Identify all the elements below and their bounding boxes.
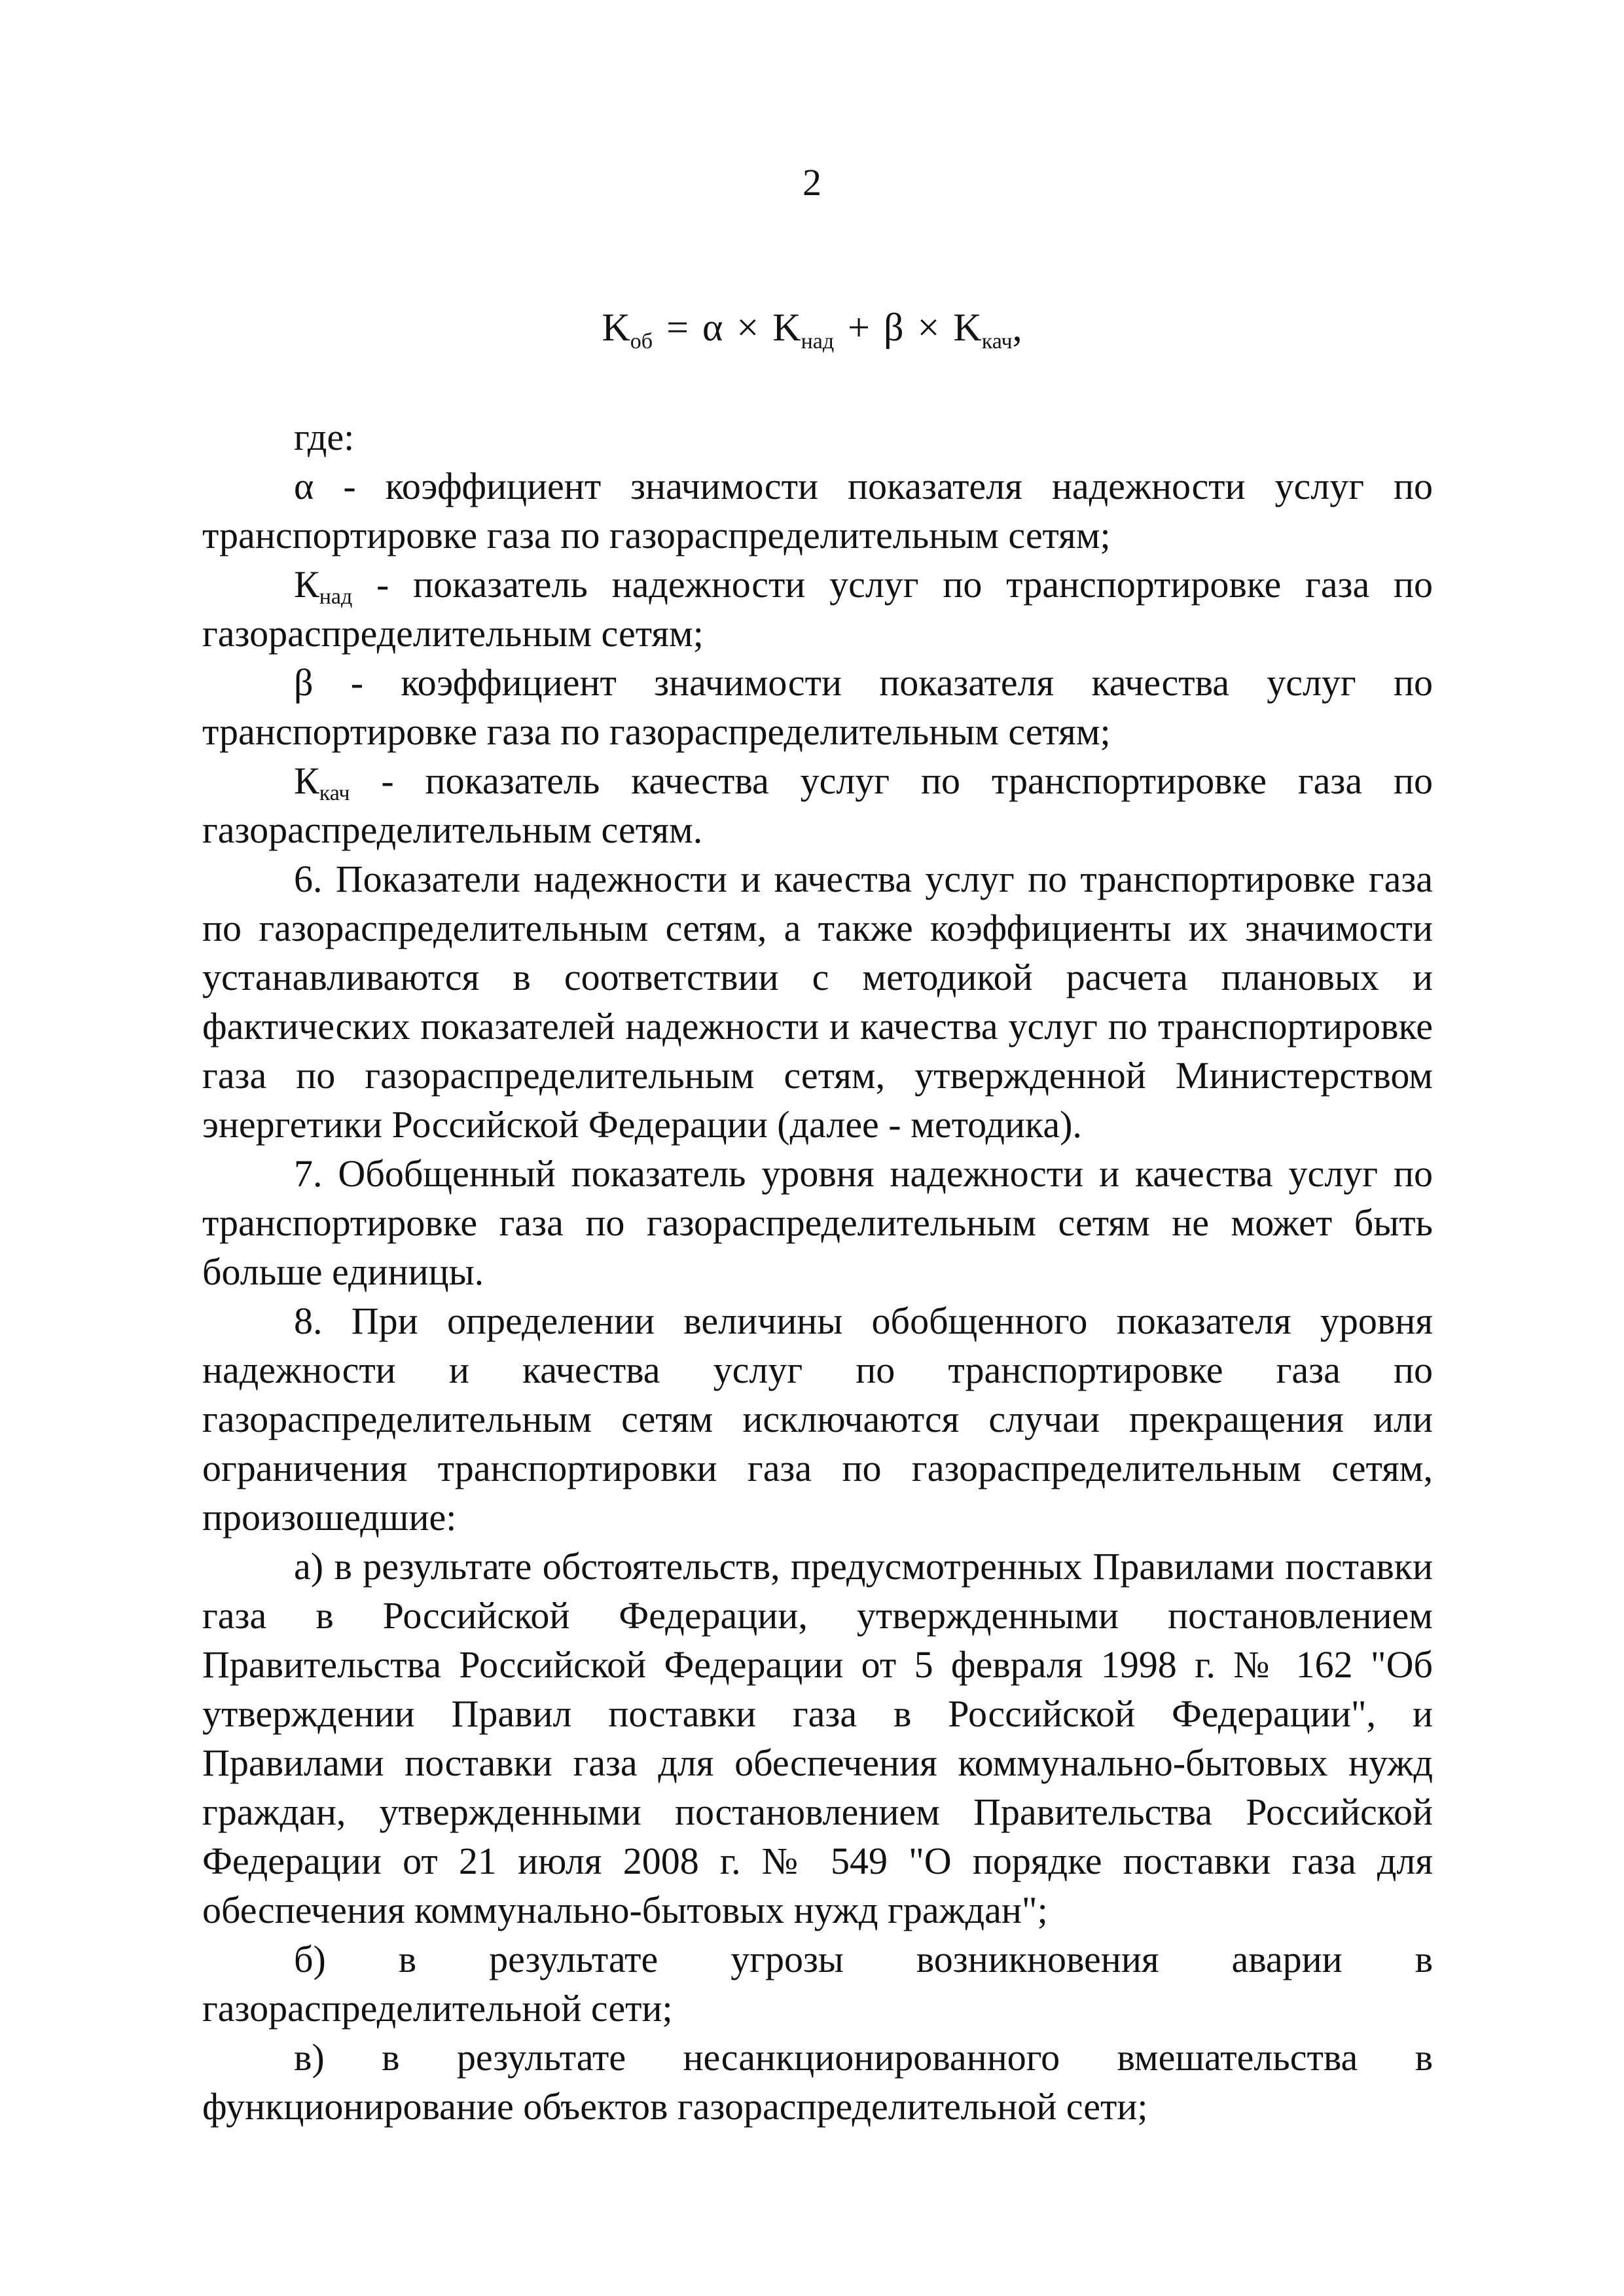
definition-k-nad-text: - показатель надежности услуг по транспортировке газа по газораспределительным сетям; [202, 563, 1433, 655]
definition-k-nad-subscript: над [319, 585, 353, 609]
page-number: 2 [803, 161, 821, 204]
definition-k-nad-symbol: К [294, 563, 319, 606]
definition-beta-text: - коэффициент значимости показателя качества услуг по транспортировке газа по газораспределительным сетям; [202, 661, 1433, 753]
formula-lhs-subscript: об [630, 329, 653, 354]
definition-beta [202, 658, 1433, 756]
formula-times-2: × [917, 306, 940, 349]
formula-equals: = [666, 306, 689, 349]
definition-alpha [202, 462, 1433, 560]
formula-k1-subscript: над [801, 329, 835, 354]
definition-k-kach-symbol: К [294, 759, 319, 802]
definition-alpha-text: - коэффициент значимости показателя надежности услуг по транспортировке газа по газораспределительным сетям; [202, 465, 1433, 556]
subparagraph-v: в) в результате несанкционированного вмешательства в функционирование объектов газораспределительной сети; [202, 2036, 1433, 2128]
where-label: где: [294, 416, 355, 458]
formula-times-1: × [736, 306, 759, 349]
formula-trailing-comma: , [1012, 306, 1022, 349]
definition-k-kach [202, 756, 1433, 854]
formula-beta: β [884, 306, 904, 349]
document-body [202, 412, 1433, 2131]
definition-alpha-symbol: α [294, 465, 314, 507]
definition-k-kach-subscript: кач [319, 781, 350, 805]
definition-k-kach-text: - показатель качества услуг по транспортировке газа по газораспределительным сетям. [202, 759, 1433, 851]
subparagraph-b: б) в результате угрозы возникновения аварии в газораспределительной сети; [202, 1938, 1433, 2030]
formula-plus: + [848, 306, 870, 349]
definition-k-nad [202, 560, 1433, 658]
definition-beta-symbol: β [294, 661, 314, 704]
paragraph-8: 8. При определении величины обобщенного показателя уровня надежности и качества услуг по транспортировке газа по газораспределительным сетям исключаются случаи прекращения или ограничения транспортировки газа по газораспределительным сетям, произошедшие: [202, 1300, 1433, 1539]
formula-lhs-symbol: K [602, 306, 630, 349]
formula-k2-subscript: кач [981, 329, 1013, 354]
formula [0, 306, 1624, 354]
paragraph-7: 7. Обобщенный показатель уровня надежности и качества услуг по транспортировке газа по газораспределительным сетям не может быть больше единицы. [202, 1152, 1433, 1293]
formula-k2-symbol: K [953, 306, 982, 349]
formula-alpha: α [702, 306, 723, 349]
formula-k1-symbol: K [772, 306, 801, 349]
paragraph-6: 6. Показатели надежности и качества услуг по транспортировке газа по газораспределительным сетям, а также коэффициенты их значимости устанавливаются в соответствии с методикой расчета плановых и фактических показателей надежности и качества услуг по транспортировке газа по газораспределительным сетям, утвержденной Министерством энергетики Российской Федерации (далее - методика). [202, 858, 1433, 1146]
subparagraph-a: а) в результате обстоятельств, предусмотренных Правилами поставки газа в Российской Федерации, утвержденными постановлением Правительства Российской Федерации от 5 февраля 1998 г. № 162 "Об утверждении Правил поставки газа в Российской Федерации", и Правилами поставки газа для обеспечения коммунально-бытовых нужд граждан, утвержденными постановлением Правительства Российской Федерации от 21 июля 2008 г. № 549 "О порядке поставки газа для обеспечения коммунально-бытовых нужд граждан"; [202, 1545, 1433, 1931]
